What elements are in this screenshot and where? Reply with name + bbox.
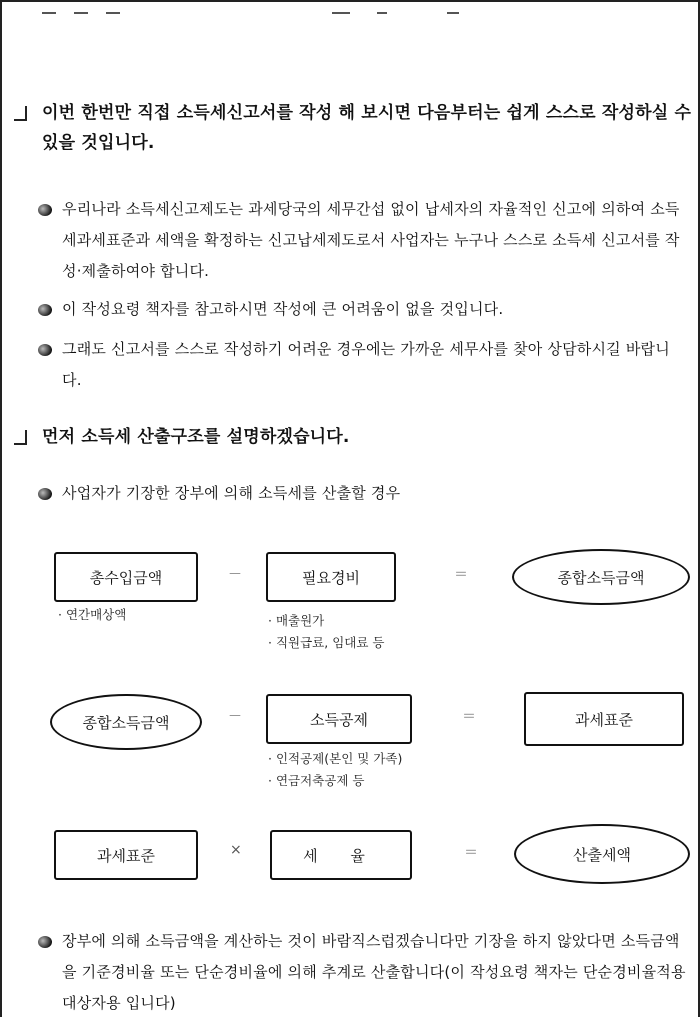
box-label: 종합소득금액	[82, 713, 170, 732]
heading-text: 이번 한번만 직접 소득세신고서를 작성 해 보시면 다음부터는 쉽게 스스로 작성하실 수 있을 것입니다.	[42, 103, 692, 153]
comprehensive-income-oval	[512, 549, 690, 605]
tax-base-box	[54, 830, 198, 880]
bullet-item-3	[38, 334, 688, 396]
top-dash	[377, 12, 387, 14]
bullet-text: 이 작성요령 책자를 참고하시면 작성에 큰 어려움이 없을 것입니다.	[62, 300, 504, 318]
checkbox-square-icon	[14, 106, 27, 121]
note-line: · 연금저축공제 등	[268, 773, 365, 788]
bullet-text: 우리나라 소득세신고제도는 과세당국의 세무간섭 없이 납세자의 자율적인 신고에 의하여 소득세과세표준과 세액을 확정하는 신고납세제도로서 사업자는 누구나 스스로 소득세 신고서를 작성·제출하여야 합니다.	[62, 200, 680, 280]
top-dash	[332, 12, 350, 14]
bullet-item-4	[38, 478, 688, 509]
box-label: 세 율	[303, 846, 379, 865]
box-label: 총수입금액	[89, 568, 163, 587]
equals-operator: ＝	[462, 709, 476, 725]
box-label: 소득공제	[310, 710, 368, 729]
sphere-bullet-icon	[38, 204, 52, 216]
checkbox-square-icon	[14, 430, 27, 445]
equals-operator: ＝	[464, 845, 478, 861]
note-deductions	[268, 748, 402, 792]
sphere-bullet-icon	[38, 488, 52, 500]
comprehensive-income-oval	[50, 694, 202, 750]
tax-base-box	[524, 692, 684, 746]
box-label: 종합소득금액	[557, 568, 645, 587]
sphere-bullet-icon	[38, 344, 52, 356]
box-label: 필요경비	[302, 568, 360, 587]
note-line: · 매출원가	[268, 613, 325, 628]
heading-text: 먼저 소득세 산출구조를 설명하겠습니다.	[42, 427, 350, 447]
box-label: 과세표준	[575, 710, 633, 729]
note-line: · 연간매상액	[58, 607, 127, 622]
total-revenue-box	[54, 552, 198, 602]
necessary-expenses-box	[266, 552, 396, 602]
box-label: 과세표준	[97, 846, 155, 865]
note-line: · 직원급료, 임대료 등	[268, 635, 385, 650]
box-label: 산출세액	[573, 845, 631, 864]
bullet-text: 사업자가 기장한 장부에 의해 소득세를 산출할 경우	[62, 484, 401, 502]
minus-operator: －	[228, 709, 242, 725]
income-deduction-box	[266, 694, 412, 744]
bullet-item-5	[38, 926, 688, 1019]
multiply-operator: ×	[230, 842, 242, 858]
section-heading-2	[14, 422, 694, 452]
section-heading-1	[14, 98, 694, 158]
bullet-text: 그래도 신고서를 스스로 작성하기 어려운 경우에는 가까운 세무사를 찾아 상담하시길 바랍니다.	[62, 340, 670, 389]
bullet-text: 장부에 의해 소득금액을 계산하는 것이 바람직스럽겠습니다만 기장을 하지 않았다면 소득금액을 기준경비율 또는 단순경비율에 의해 추계로 산출합니다(이 작성요령 책자는 단순경비율적용대상자용 입니다)	[62, 932, 686, 1012]
note-annual-sales	[58, 604, 126, 626]
top-dash	[74, 12, 88, 14]
bullet-item-2	[38, 294, 688, 325]
top-dash	[42, 12, 56, 14]
tax-rate-box	[270, 830, 412, 880]
calculated-tax-oval	[514, 824, 690, 884]
sphere-bullet-icon	[38, 304, 52, 316]
minus-operator: －	[228, 567, 242, 583]
note-line: · 인적공제(본인 및 가족)	[268, 751, 403, 766]
note-expenses	[268, 610, 384, 654]
bullet-item-1	[38, 194, 688, 287]
top-dash	[447, 12, 459, 14]
sphere-bullet-icon	[38, 936, 52, 948]
top-dash	[106, 12, 120, 14]
equals-operator: ＝	[454, 567, 468, 583]
